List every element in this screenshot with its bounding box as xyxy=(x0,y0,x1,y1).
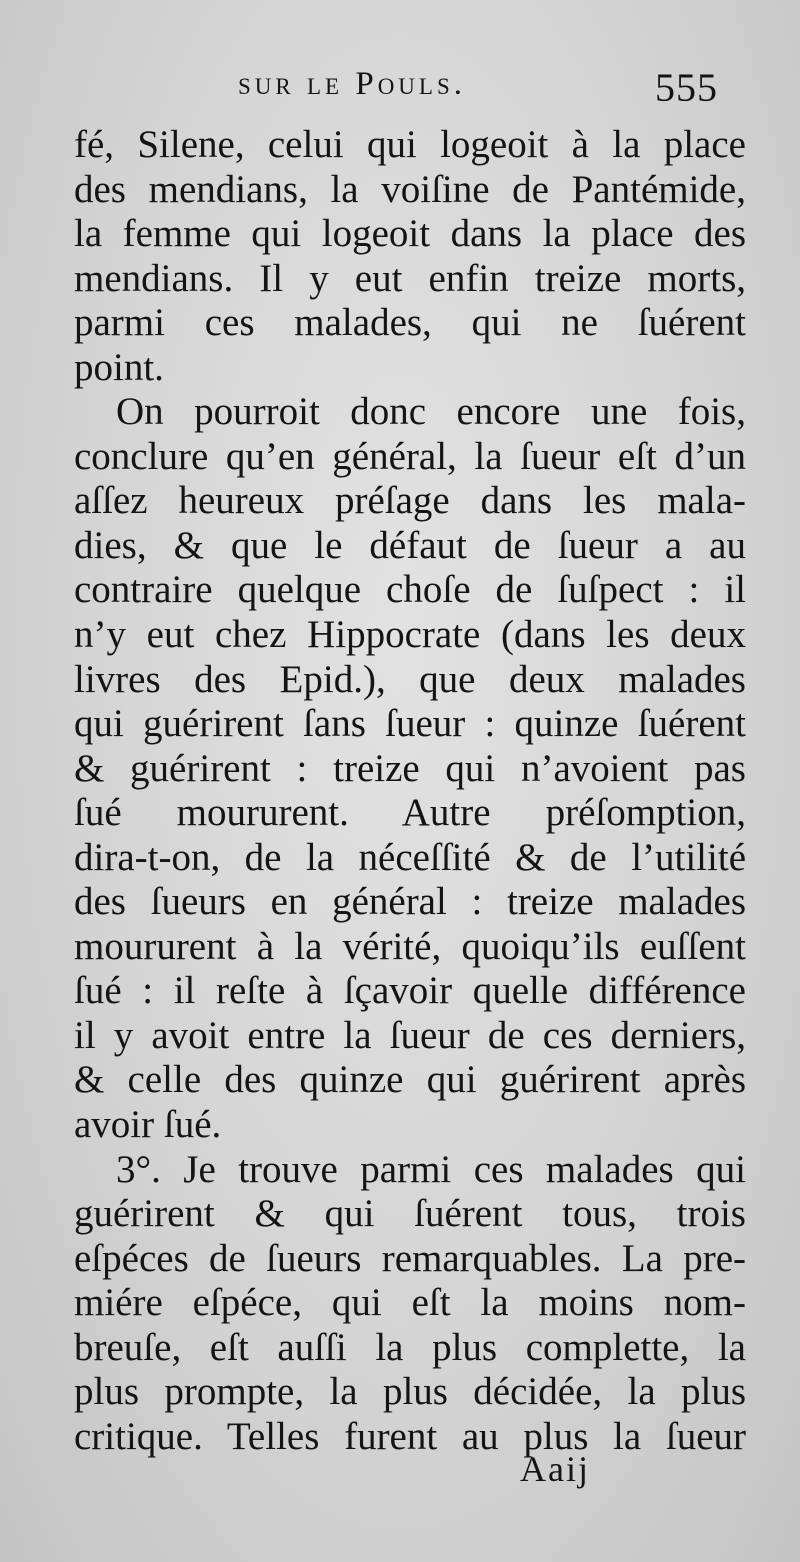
text-line: critique. Telles furent au plus la ſueur xyxy=(74,1414,746,1458)
text-line: n’y eut chez Hippocrate (dans les deux xyxy=(74,613,746,657)
text-line: plus prompte, la plus décidée, la plus xyxy=(74,1370,746,1414)
text-line: livres des Epid.), que deux malades xyxy=(74,657,746,701)
text-line: guérirent & qui ſuérent tous, trois xyxy=(74,1192,746,1236)
text-line: & guérirent : treize qui n’avoient pas xyxy=(74,746,746,790)
text-line: ſué : il reſte à ſçavoir quelle différence xyxy=(74,969,746,1013)
text-line: dies, & que le défaut de ſueur a au xyxy=(74,523,746,567)
signature-mark: Aaij xyxy=(520,1449,590,1489)
text-line: miére eſpéce, qui eſt la moins nom- xyxy=(74,1281,746,1325)
text-line: avoir ſué. xyxy=(74,1103,222,1147)
text-line: 3°. Je trouve parmi ces malades qui xyxy=(116,1147,746,1191)
page-number: 555 xyxy=(655,65,718,110)
running-head xyxy=(0,62,800,112)
text-line: fé, Silene, celui qui logeoit à la place xyxy=(74,123,746,166)
running-head-title: sur le Pouls. xyxy=(238,66,467,102)
text-line: eſpéces de ſueurs remarquables. La pre- xyxy=(74,1236,746,1280)
text-line: parmi ces malades, qui ne ſuérent xyxy=(74,301,746,345)
text-line: il y avoit entre la ſueur de ces derniers, xyxy=(74,1013,746,1057)
text-line: & celle des quinze qui guérirent après xyxy=(74,1058,746,1102)
text-line: aſſez heureux préſage dans les mala- xyxy=(74,479,746,523)
text-line: On pourroit donc encore une fois, xyxy=(116,390,746,434)
text-line: dira-t-on, de la néceſſité & de l’utilité xyxy=(74,835,746,879)
text-line: conclure qu’en général, la ſueur eſt d’un xyxy=(74,434,746,478)
text-line: breuſe, eſt auſſi la plus complette, la xyxy=(74,1325,746,1369)
text-line: mendians. Il y eut enfin treize morts, xyxy=(74,256,746,300)
text-line: ſué moururent. Autre préſomption, xyxy=(74,791,746,835)
text-line: moururent à la vérité, quoiqu’ils euſſent xyxy=(74,924,746,968)
body-text xyxy=(74,123,746,1459)
text-line: point. xyxy=(74,345,164,389)
text-line: la femme qui logeoit dans la place des xyxy=(74,212,746,256)
text-line: des ſueurs en général : treize malades xyxy=(74,880,746,924)
text-line: contraire quelque choſe de ſuſpect : il xyxy=(74,568,746,612)
text-line: des mendians, la voiſine de Pantémide, xyxy=(74,167,746,211)
text-line: qui guérirent ſans ſueur : quinze ſuérent xyxy=(74,702,746,746)
